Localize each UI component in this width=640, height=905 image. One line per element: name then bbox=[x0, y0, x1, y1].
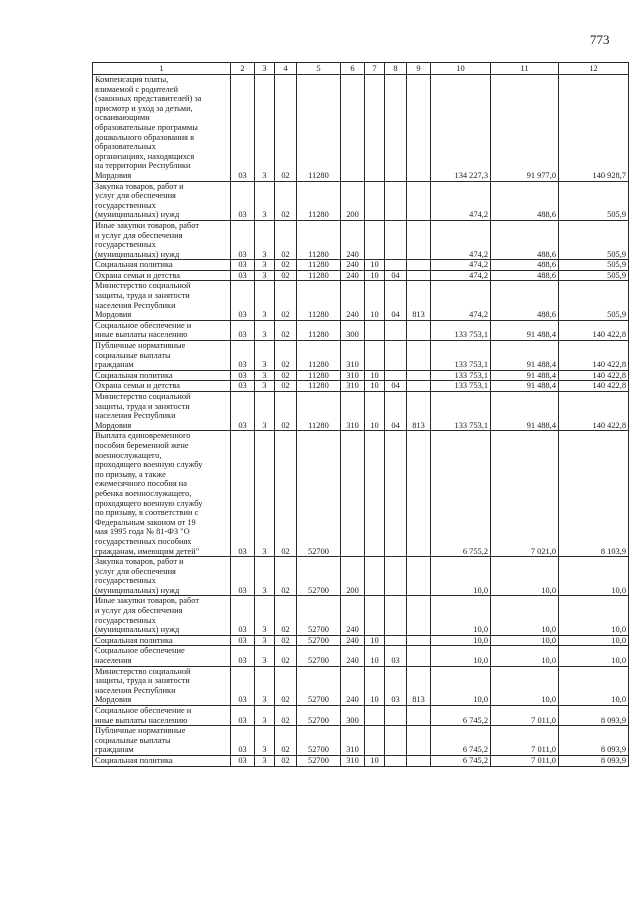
code-cell bbox=[365, 320, 385, 340]
code-cell: 03 bbox=[385, 646, 407, 666]
code-cell: 3 bbox=[255, 726, 275, 756]
amount-cell: 474,2 bbox=[431, 181, 491, 220]
column-header: 10 bbox=[431, 63, 491, 75]
code-cell: 52700 bbox=[297, 557, 341, 596]
code-cell: 52700 bbox=[297, 431, 341, 557]
code-cell: 04 bbox=[385, 392, 407, 431]
amount-cell: 8 093,9 bbox=[559, 706, 629, 726]
code-cell bbox=[385, 557, 407, 596]
table-row bbox=[93, 181, 629, 220]
code-cell bbox=[407, 260, 431, 271]
code-cell: 3 bbox=[255, 320, 275, 340]
code-cell: 240 bbox=[341, 635, 365, 646]
code-cell: 03 bbox=[231, 281, 255, 320]
code-cell: 3 bbox=[255, 381, 275, 392]
row-name-cell: Иные закупки товаров, работ и услуг для обеспечения государственных (муниципальных) нужд bbox=[93, 596, 231, 635]
code-cell: 10 bbox=[365, 635, 385, 646]
code-cell: 300 bbox=[341, 320, 365, 340]
code-cell: 03 bbox=[231, 635, 255, 646]
code-cell: 03 bbox=[231, 706, 255, 726]
code-cell: 02 bbox=[275, 706, 297, 726]
amount-cell: 7 011,0 bbox=[491, 755, 559, 766]
code-cell: 3 bbox=[255, 557, 275, 596]
code-cell bbox=[407, 270, 431, 281]
code-cell bbox=[385, 706, 407, 726]
amount-cell: 10,0 bbox=[559, 666, 629, 705]
column-header: 7 bbox=[365, 63, 385, 75]
code-cell: 52700 bbox=[297, 596, 341, 635]
table-row bbox=[93, 260, 629, 271]
code-cell: 02 bbox=[275, 75, 297, 182]
code-cell bbox=[407, 341, 431, 371]
code-cell: 52700 bbox=[297, 755, 341, 766]
code-cell: 10 bbox=[365, 381, 385, 392]
code-cell: 240 bbox=[341, 220, 365, 259]
row-name-cell: Закупка товаров, работ и услуг для обеспечения государственных (муниципальных) нужд bbox=[93, 181, 231, 220]
code-cell: 03 bbox=[231, 370, 255, 381]
code-cell: 3 bbox=[255, 181, 275, 220]
code-cell: 3 bbox=[255, 220, 275, 259]
code-cell: 813 bbox=[407, 666, 431, 705]
code-cell bbox=[385, 260, 407, 271]
amount-cell: 133 753,1 bbox=[431, 370, 491, 381]
amount-cell: 488,6 bbox=[491, 281, 559, 320]
code-cell bbox=[407, 755, 431, 766]
code-cell bbox=[365, 557, 385, 596]
code-cell: 3 bbox=[255, 370, 275, 381]
amount-cell: 140 928,7 bbox=[559, 75, 629, 182]
amount-cell: 474,2 bbox=[431, 270, 491, 281]
amount-cell: 134 227,3 bbox=[431, 75, 491, 182]
code-cell: 03 bbox=[231, 320, 255, 340]
code-cell: 3 bbox=[255, 75, 275, 182]
amount-cell: 91 488,4 bbox=[491, 320, 559, 340]
table-row bbox=[93, 281, 629, 320]
code-cell: 11280 bbox=[297, 260, 341, 271]
code-cell: 10 bbox=[365, 755, 385, 766]
code-cell bbox=[365, 220, 385, 259]
code-cell: 03 bbox=[231, 260, 255, 271]
code-cell: 813 bbox=[407, 281, 431, 320]
code-cell bbox=[407, 726, 431, 756]
row-name-cell: Публичные нормативные социальные выплаты гражданам bbox=[93, 726, 231, 756]
row-name-cell: Социальная политика bbox=[93, 260, 231, 271]
code-cell bbox=[407, 370, 431, 381]
code-cell: 11280 bbox=[297, 181, 341, 220]
code-cell: 10 bbox=[365, 281, 385, 320]
table-row bbox=[93, 666, 629, 705]
code-cell bbox=[365, 706, 385, 726]
table-row bbox=[93, 381, 629, 392]
code-cell: 300 bbox=[341, 706, 365, 726]
amount-cell: 10,0 bbox=[431, 596, 491, 635]
code-cell bbox=[341, 75, 365, 182]
row-name-cell: Компенсация платы, взимаемой с родителей (законных представителей) за присмотр и уход за детьми, осваивающими образовательные программы дошкольного образования в образовательных организациях, находящихся на территории Республики Мордовия bbox=[93, 75, 231, 182]
code-cell bbox=[365, 75, 385, 182]
code-cell: 52700 bbox=[297, 635, 341, 646]
code-cell: 02 bbox=[275, 281, 297, 320]
row-name-cell: Выплата единовременного пособия беременной жене военнослужащего, проходящего военную службу по призыву, а также ежемесячного пособия на ребенка военнослужащего, проходящего военную службу по призыву, в соответствии с Федеральным законом от 19 мая 1995 года № 81-ФЗ "О государственных пособиях гражданам, имеющим детей" bbox=[93, 431, 231, 557]
code-cell bbox=[365, 431, 385, 557]
code-cell: 03 bbox=[231, 181, 255, 220]
code-cell: 02 bbox=[275, 635, 297, 646]
amount-cell: 7 021,0 bbox=[491, 431, 559, 557]
code-cell: 10 bbox=[365, 392, 385, 431]
code-cell: 03 bbox=[231, 726, 255, 756]
code-cell: 11280 bbox=[297, 341, 341, 371]
amount-cell: 488,6 bbox=[491, 220, 559, 259]
code-cell: 310 bbox=[341, 392, 365, 431]
code-cell: 52700 bbox=[297, 726, 341, 756]
table-body bbox=[93, 75, 629, 767]
code-cell: 03 bbox=[231, 381, 255, 392]
code-cell: 3 bbox=[255, 341, 275, 371]
amount-cell: 140 422,8 bbox=[559, 341, 629, 371]
row-name-cell: Социальное обеспечение населения bbox=[93, 646, 231, 666]
amount-cell: 474,2 bbox=[431, 260, 491, 271]
code-cell bbox=[407, 220, 431, 259]
code-cell: 11280 bbox=[297, 381, 341, 392]
code-cell: 310 bbox=[341, 370, 365, 381]
code-cell: 04 bbox=[385, 381, 407, 392]
table-row bbox=[93, 75, 629, 182]
amount-cell: 7 011,0 bbox=[491, 706, 559, 726]
code-cell bbox=[407, 181, 431, 220]
code-cell bbox=[341, 431, 365, 557]
code-cell: 11280 bbox=[297, 370, 341, 381]
row-name-cell: Министерство социальной защиты, труда и занятости населения Республики Мордовия bbox=[93, 666, 231, 705]
table-row bbox=[93, 596, 629, 635]
table-row bbox=[93, 635, 629, 646]
table-row bbox=[93, 341, 629, 371]
table-row bbox=[93, 755, 629, 766]
amount-cell: 10,0 bbox=[559, 635, 629, 646]
code-cell: 3 bbox=[255, 706, 275, 726]
code-cell: 03 bbox=[231, 646, 255, 666]
code-cell: 3 bbox=[255, 596, 275, 635]
code-cell: 813 bbox=[407, 392, 431, 431]
amount-cell: 140 422,8 bbox=[559, 392, 629, 431]
row-name-cell: Социальная политика bbox=[93, 635, 231, 646]
code-cell bbox=[407, 706, 431, 726]
code-cell: 10 bbox=[365, 260, 385, 271]
amount-cell: 91 488,4 bbox=[491, 370, 559, 381]
code-cell bbox=[407, 320, 431, 340]
amount-cell: 10,0 bbox=[559, 596, 629, 635]
code-cell: 310 bbox=[341, 755, 365, 766]
code-cell bbox=[385, 341, 407, 371]
code-cell: 3 bbox=[255, 392, 275, 431]
code-cell: 3 bbox=[255, 635, 275, 646]
amount-cell: 8 103,9 bbox=[559, 431, 629, 557]
amount-cell: 8 093,9 bbox=[559, 726, 629, 756]
code-cell bbox=[407, 646, 431, 666]
code-cell: 02 bbox=[275, 341, 297, 371]
amount-cell: 133 753,1 bbox=[431, 392, 491, 431]
amount-cell: 6 745,2 bbox=[431, 726, 491, 756]
column-header: 8 bbox=[385, 63, 407, 75]
amount-cell: 10,0 bbox=[491, 646, 559, 666]
code-cell: 310 bbox=[341, 726, 365, 756]
column-header: 6 bbox=[341, 63, 365, 75]
amount-cell: 133 753,1 bbox=[431, 341, 491, 371]
code-cell: 240 bbox=[341, 666, 365, 705]
code-cell bbox=[407, 596, 431, 635]
amount-cell: 7 011,0 bbox=[491, 726, 559, 756]
code-cell: 03 bbox=[231, 557, 255, 596]
amount-cell: 505,9 bbox=[559, 220, 629, 259]
code-cell: 52700 bbox=[297, 666, 341, 705]
code-cell: 02 bbox=[275, 431, 297, 557]
table-row bbox=[93, 220, 629, 259]
table-row bbox=[93, 431, 629, 557]
amount-cell: 10,0 bbox=[491, 596, 559, 635]
code-cell bbox=[365, 181, 385, 220]
code-cell: 02 bbox=[275, 320, 297, 340]
code-cell: 200 bbox=[341, 557, 365, 596]
code-cell: 02 bbox=[275, 260, 297, 271]
code-cell bbox=[385, 431, 407, 557]
code-cell: 310 bbox=[341, 381, 365, 392]
row-name-cell: Министерство социальной защиты, труда и занятости населения Республики Мордовия bbox=[93, 281, 231, 320]
table-row bbox=[93, 706, 629, 726]
code-cell bbox=[385, 370, 407, 381]
budget-table bbox=[92, 62, 629, 767]
code-cell bbox=[365, 341, 385, 371]
code-cell bbox=[385, 75, 407, 182]
row-name-cell: Охрана семьи и детства bbox=[93, 381, 231, 392]
row-name-cell: Социальная политика bbox=[93, 370, 231, 381]
amount-cell: 91 488,4 bbox=[491, 381, 559, 392]
code-cell: 3 bbox=[255, 646, 275, 666]
amount-cell: 488,6 bbox=[491, 270, 559, 281]
table-row bbox=[93, 557, 629, 596]
table-row bbox=[93, 270, 629, 281]
amount-cell: 133 753,1 bbox=[431, 381, 491, 392]
column-header: 12 bbox=[559, 63, 629, 75]
table-row bbox=[93, 646, 629, 666]
amount-cell: 6 745,2 bbox=[431, 706, 491, 726]
code-cell: 240 bbox=[341, 646, 365, 666]
amount-cell: 8 093,9 bbox=[559, 755, 629, 766]
code-cell: 240 bbox=[341, 281, 365, 320]
code-cell: 240 bbox=[341, 260, 365, 271]
amount-cell: 488,6 bbox=[491, 260, 559, 271]
code-cell: 02 bbox=[275, 270, 297, 281]
code-cell bbox=[407, 431, 431, 557]
page-number: 773 bbox=[590, 32, 610, 47]
code-cell bbox=[385, 596, 407, 635]
row-name-cell: Министерство социальной защиты, труда и занятости населения Республики Мордовия bbox=[93, 392, 231, 431]
code-cell: 3 bbox=[255, 755, 275, 766]
code-cell: 240 bbox=[341, 596, 365, 635]
code-cell: 11280 bbox=[297, 392, 341, 431]
code-cell: 03 bbox=[231, 270, 255, 281]
amount-cell: 10,0 bbox=[559, 646, 629, 666]
column-header: 4 bbox=[275, 63, 297, 75]
amount-cell: 474,2 bbox=[431, 220, 491, 259]
code-cell: 04 bbox=[385, 281, 407, 320]
column-header: 11 bbox=[491, 63, 559, 75]
code-cell: 10 bbox=[365, 666, 385, 705]
code-cell: 02 bbox=[275, 646, 297, 666]
amount-cell: 10,0 bbox=[431, 666, 491, 705]
code-cell: 03 bbox=[231, 666, 255, 705]
table-row bbox=[93, 392, 629, 431]
code-cell: 11280 bbox=[297, 75, 341, 182]
row-name-cell: Охрана семьи и детства bbox=[93, 270, 231, 281]
code-cell: 200 bbox=[341, 181, 365, 220]
code-cell: 02 bbox=[275, 666, 297, 705]
amount-cell: 10,0 bbox=[431, 646, 491, 666]
row-name-cell: Социальное обеспечение и иные выплаты населению bbox=[93, 320, 231, 340]
amount-cell: 10,0 bbox=[491, 666, 559, 705]
code-cell bbox=[407, 381, 431, 392]
column-header: 9 bbox=[407, 63, 431, 75]
row-name-cell: Иные закупки товаров, работ и услуг для обеспечения государственных (муниципальных) нужд bbox=[93, 220, 231, 259]
code-cell: 02 bbox=[275, 596, 297, 635]
amount-cell: 140 422,8 bbox=[559, 320, 629, 340]
row-name-cell: Публичные нормативные социальные выплаты гражданам bbox=[93, 341, 231, 371]
code-cell: 52700 bbox=[297, 646, 341, 666]
code-cell: 02 bbox=[275, 392, 297, 431]
code-cell: 02 bbox=[275, 370, 297, 381]
code-cell bbox=[385, 320, 407, 340]
amount-cell: 6 755,2 bbox=[431, 431, 491, 557]
code-cell: 02 bbox=[275, 755, 297, 766]
amount-cell: 505,9 bbox=[559, 281, 629, 320]
code-cell bbox=[365, 596, 385, 635]
code-cell: 310 bbox=[341, 341, 365, 371]
column-header: 3 bbox=[255, 63, 275, 75]
code-cell: 04 bbox=[385, 270, 407, 281]
amount-cell: 6 745,2 bbox=[431, 755, 491, 766]
code-cell: 3 bbox=[255, 281, 275, 320]
amount-cell: 140 422,8 bbox=[559, 370, 629, 381]
amount-cell: 91 488,4 bbox=[491, 392, 559, 431]
table-row bbox=[93, 726, 629, 756]
code-cell: 02 bbox=[275, 381, 297, 392]
amount-cell: 474,2 bbox=[431, 281, 491, 320]
code-cell bbox=[385, 635, 407, 646]
code-cell bbox=[365, 726, 385, 756]
code-cell: 10 bbox=[365, 370, 385, 381]
code-cell: 11280 bbox=[297, 281, 341, 320]
code-cell: 3 bbox=[255, 431, 275, 557]
amount-cell: 91 977,0 bbox=[491, 75, 559, 182]
row-name-cell: Закупка товаров, работ и услуг для обеспечения государственных (муниципальных) нужд bbox=[93, 557, 231, 596]
amount-cell: 10,0 bbox=[491, 557, 559, 596]
amount-cell: 505,9 bbox=[559, 260, 629, 271]
code-cell: 03 bbox=[231, 596, 255, 635]
amount-cell: 133 753,1 bbox=[431, 320, 491, 340]
code-cell: 11280 bbox=[297, 220, 341, 259]
code-cell bbox=[407, 557, 431, 596]
code-cell: 02 bbox=[275, 557, 297, 596]
code-cell: 3 bbox=[255, 270, 275, 281]
code-cell: 02 bbox=[275, 220, 297, 259]
code-cell: 11280 bbox=[297, 270, 341, 281]
header-row bbox=[93, 63, 629, 75]
code-cell: 03 bbox=[231, 75, 255, 182]
code-cell: 10 bbox=[365, 270, 385, 281]
table-row bbox=[93, 320, 629, 340]
code-cell bbox=[385, 726, 407, 756]
code-cell: 240 bbox=[341, 270, 365, 281]
amount-cell: 10,0 bbox=[431, 635, 491, 646]
code-cell: 03 bbox=[231, 341, 255, 371]
column-header: 2 bbox=[231, 63, 255, 75]
code-cell: 03 bbox=[385, 666, 407, 705]
code-cell bbox=[385, 220, 407, 259]
amount-cell: 10,0 bbox=[559, 557, 629, 596]
row-name-cell: Социальное обеспечение и иные выплаты населению bbox=[93, 706, 231, 726]
code-cell bbox=[407, 635, 431, 646]
column-header: 5 bbox=[297, 63, 341, 75]
amount-cell: 505,9 bbox=[559, 270, 629, 281]
row-name-cell: Социальная политика bbox=[93, 755, 231, 766]
code-cell: 10 bbox=[365, 646, 385, 666]
code-cell: 02 bbox=[275, 726, 297, 756]
amount-cell: 140 422,8 bbox=[559, 381, 629, 392]
code-cell: 03 bbox=[231, 431, 255, 557]
column-header: 1 bbox=[93, 63, 231, 75]
amount-cell: 91 488,4 bbox=[491, 341, 559, 371]
code-cell: 02 bbox=[275, 181, 297, 220]
code-cell: 03 bbox=[231, 392, 255, 431]
amount-cell: 505,9 bbox=[559, 181, 629, 220]
amount-cell: 488,6 bbox=[491, 181, 559, 220]
amount-cell: 10,0 bbox=[491, 635, 559, 646]
amount-cell: 10,0 bbox=[431, 557, 491, 596]
code-cell bbox=[385, 755, 407, 766]
code-cell bbox=[407, 75, 431, 182]
code-cell: 3 bbox=[255, 260, 275, 271]
code-cell: 52700 bbox=[297, 706, 341, 726]
code-cell: 11280 bbox=[297, 320, 341, 340]
code-cell: 03 bbox=[231, 220, 255, 259]
code-cell bbox=[385, 181, 407, 220]
code-cell: 03 bbox=[231, 755, 255, 766]
table-row bbox=[93, 370, 629, 381]
code-cell: 3 bbox=[255, 666, 275, 705]
